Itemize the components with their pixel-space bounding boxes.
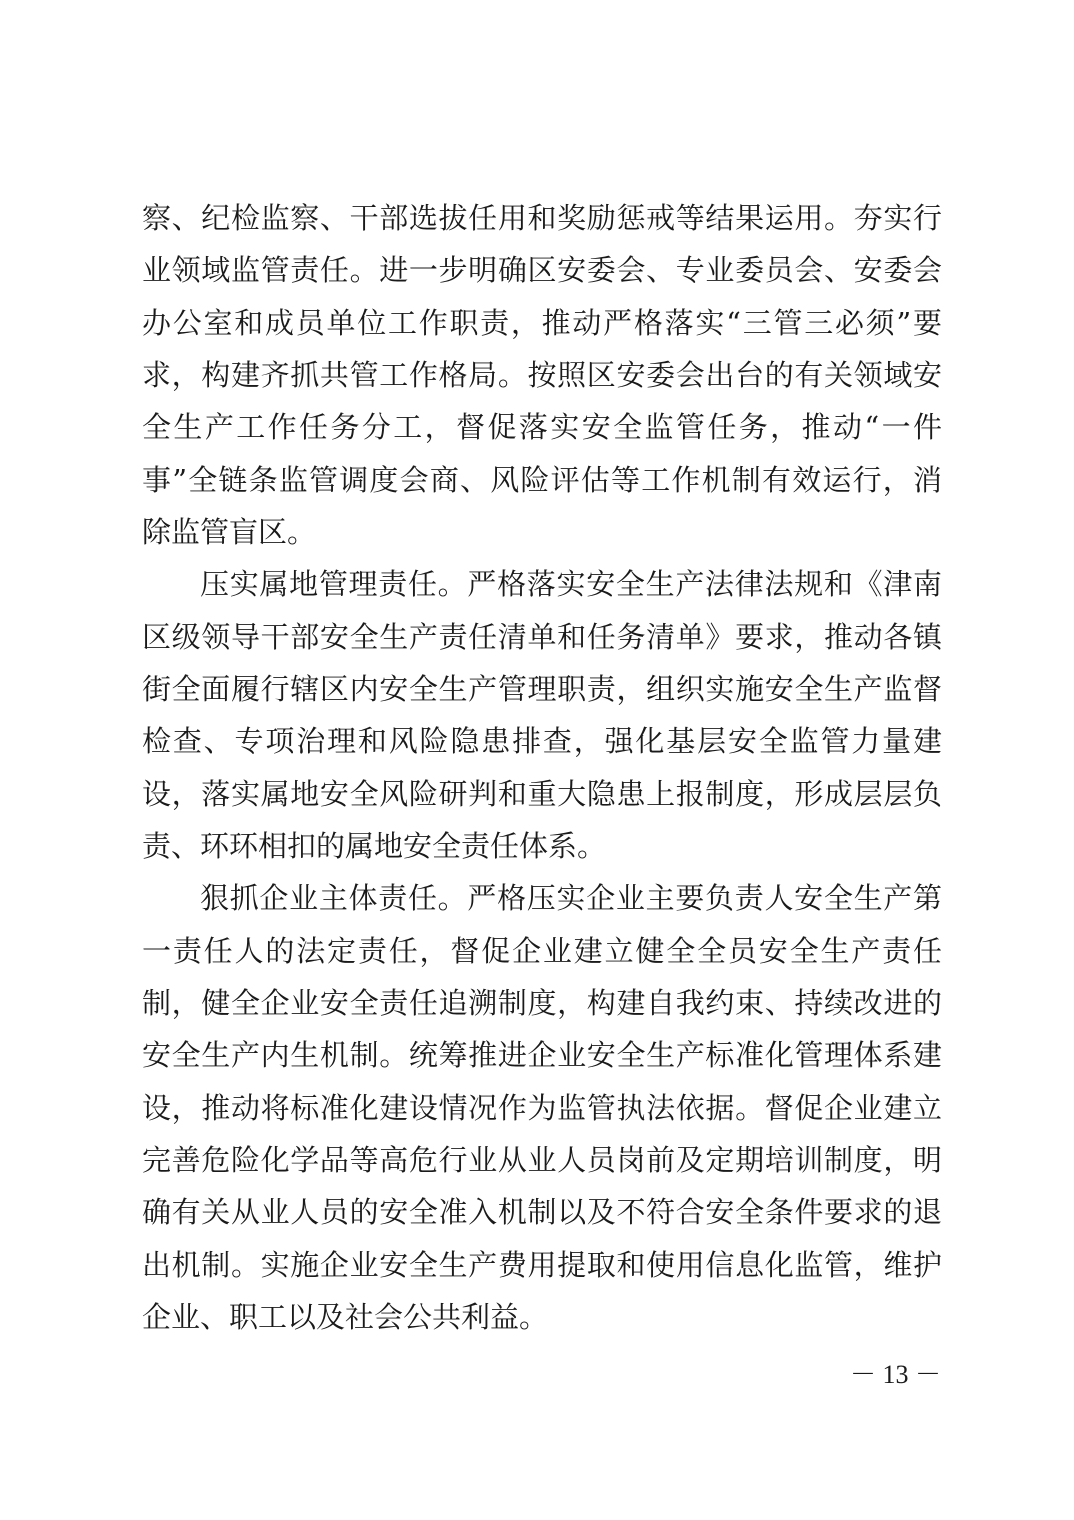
- text-line: 除监管盲区。: [142, 515, 317, 549]
- text-line: 确有关从业人员的安全准入机制以及不符合安全条件要求的退: [142, 1195, 942, 1229]
- text-line: 求，构建齐抓共管工作格局。按照区安委会出台的有关领域安: [142, 358, 942, 392]
- text-line: 责、环环相扣的属地安全责任体系。: [142, 829, 607, 863]
- text-line: 一责任人的法定责任，督促企业建立健全全员安全生产责任: [142, 934, 942, 968]
- text-line: 检查、专项治理和风险隐患排查，强化基层安全监管力量建: [142, 724, 942, 758]
- text-line: 制，健全企业安全责任追溯制度，构建自我约束、持续改进的: [142, 986, 942, 1020]
- text-line: 区级领导干部安全生产责任清单和任务清单》要求，推动各镇: [142, 620, 942, 654]
- text-line: 办公室和成员单位工作职责，推动严格落实“三管三必须”要: [142, 306, 942, 340]
- text-line: 安全生产内生机制。统筹推进企业安全生产标准化管理体系建: [142, 1038, 942, 1072]
- page-number: － 13 －: [850, 1360, 942, 1389]
- text-line: 出机制。实施企业安全生产费用提取和使用信息化监管，维护: [142, 1248, 942, 1282]
- text-line: 设，推动将标准化建设情况作为监管执法依据。督促企业建立: [142, 1091, 942, 1125]
- text-line: 设，落实属地安全风险研判和重大隐患上报制度，形成层层负: [142, 777, 942, 811]
- text-line: 完善危险化学品等高危行业从业人员岗前及定期培训制度，明: [142, 1143, 942, 1177]
- text-line: 街全面履行辖区内安全生产管理职责，组织实施安全生产监督: [142, 672, 942, 706]
- text-line: 业领域监管责任。进一步明确区安委会、专业委员会、安委会: [142, 253, 942, 287]
- paragraph-heading-line: 压实属地管理责任。严格落实安全生产法律法规和《津南: [200, 567, 942, 601]
- paragraph-heading-line: 狠抓企业主体责任。严格压实企业主要负责人安全生产第: [200, 881, 942, 915]
- text-line: 全生产工作任务分工，督促落实安全监管任务，推动“一件: [142, 410, 942, 444]
- text-line: 察、纪检监察、干部选拔任用和奖励惩戒等结果运用。夯实行: [142, 201, 942, 235]
- text-line: 企业、职工以及社会公共利益。: [142, 1300, 549, 1334]
- text-line: 事”全链条监管调度会商、风险评估等工作机制有效运行，消: [142, 463, 942, 497]
